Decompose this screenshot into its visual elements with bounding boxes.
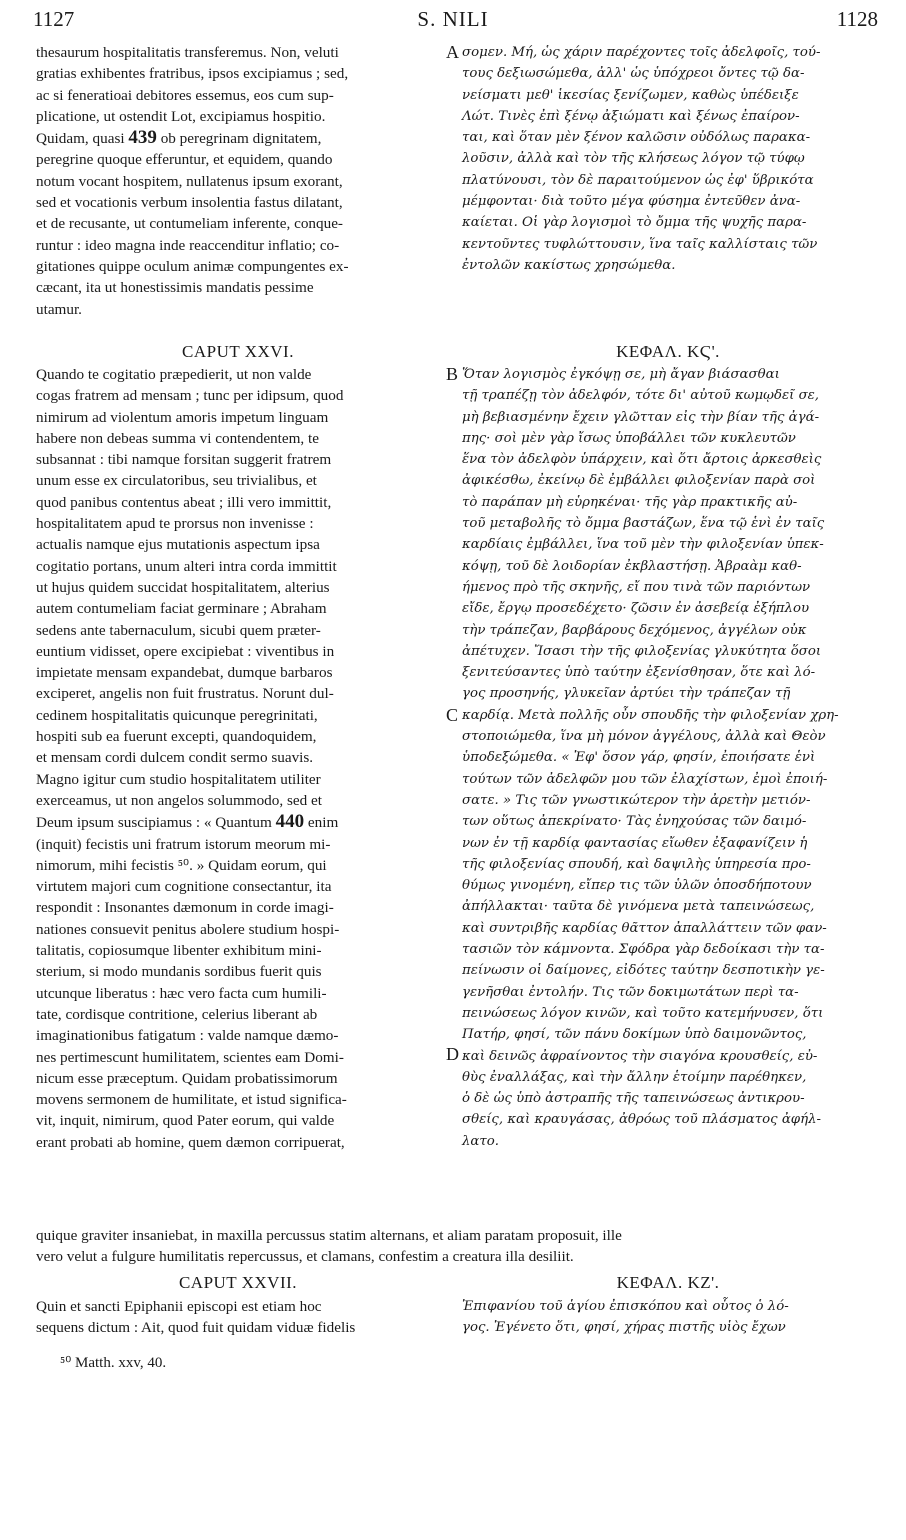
text-line: vit, inquit, nimirum, quod Pater eorum, qui valde bbox=[36, 1112, 335, 1130]
text-line: ac si feneratioai debitores essemus, eos cum sup- bbox=[36, 86, 334, 104]
chapter-heading-greek-27: ΚΕΦΑΛ. ΚΖ'. bbox=[616, 1273, 720, 1292]
text-line: exciperet, angelis non fuit frustratus. Norunt dul- bbox=[36, 685, 334, 703]
page-number-left: 1127 bbox=[33, 7, 75, 31]
text-line: καίεται. Οἱ γὰρ λογισμοὶ τὸ ὄμμα τῆς ψυχῆς παρα- bbox=[462, 215, 807, 231]
text-line: cogitatio portans, unum alteri intra corda immittit bbox=[36, 557, 337, 575]
text-line: hospitalitatem apud te prorsus non invenisse : bbox=[36, 515, 314, 533]
text-line: talitatis, copiosumque libenter exhibitum mini- bbox=[36, 942, 322, 960]
text-line: Deum ipsum suscipiamus : « Quantum 440 enim bbox=[36, 811, 339, 833]
text-line: μὴ βεβιασμένην ἔχειν γλῶτταν εἰς τὴν βίαν τῆς ἀγά- bbox=[462, 409, 820, 425]
column-number: 439 bbox=[128, 127, 157, 149]
text-line: γος. Ἐγένετο ὅτι, φησί, χήρας πιστῆς υἱὸς ἔχων bbox=[462, 1320, 786, 1336]
text-line: notum vocant hospitem, nullatenus ipsum exorant, bbox=[36, 172, 343, 190]
text-line: actualis namque ejus mutationis aspectum ipsa bbox=[36, 536, 320, 554]
text-line: cogas fratrem ad mensam ; tunc per idipsum, quod bbox=[36, 387, 344, 405]
text-line: τασιῶν τὸν κάμνοντα. Σφόδρα γὰρ δεδοίκασι τὴν τα- bbox=[462, 942, 825, 958]
text-line: νων ἐν τῇ καρδίᾳ φαντασίας εἴωθεν ἐξαφανίζειν ἡ bbox=[462, 835, 808, 851]
text-line: ἐντολῶν κακίστως χρησώμεθα. bbox=[462, 257, 676, 273]
text-line: erant probati ab homine, quem dæmon corripuerat, bbox=[36, 1133, 345, 1151]
column-number: 440 bbox=[275, 811, 305, 833]
text-line: sedens ante tabernaculum, sicubi quem præter- bbox=[36, 621, 321, 639]
text-line: sequens dictum : Ait, quod fuit quidam viduæ fidelis bbox=[36, 1319, 356, 1337]
text-line: πλατύνουσι, τὸν δὲ παραιτούμενον ὡς ἐφ' ὕβρικότα bbox=[462, 172, 814, 188]
text-line: habere non debeas summa vi contendentem, te bbox=[36, 429, 319, 447]
text-line: gitationes quippe oculum animæ compungentes ex- bbox=[36, 257, 349, 275]
text-line: θὺς ἐναλλάξας, καὶ τὴν ἄλλην ἑτοίμην παρέθηκεν, bbox=[462, 1069, 807, 1085]
text-line: θύμως γινομένη, εἴπερ τις τῶν ὑλῶν ὁποσδήποτουν bbox=[462, 878, 812, 894]
text-line: virtutem majori cum cognitione consectantur, ita bbox=[36, 878, 332, 896]
text-line: (inquit) fecistis uni fratrum istorum meorum mi- bbox=[36, 835, 331, 853]
text-line: γος προσηνής, γλυκεῖαν ἀρτύει τὴν τράπεζαν τῇ bbox=[462, 686, 791, 702]
text-line: hospiti sub ea fuerunt excepti, quandoquidem, bbox=[36, 728, 317, 746]
text-line: sterium, si modo mundanis sordibus fuerit quis bbox=[36, 963, 322, 981]
chapter-heading-greek-26: ΚΕΦΑΛ. ΚϚ'. bbox=[616, 342, 720, 361]
text-line: nes pertimescunt humilitatem, scientes eam Domi- bbox=[36, 1048, 344, 1066]
text-line: Quin et sancti Epiphanii episcopi est etiam hoc bbox=[36, 1298, 322, 1315]
text-line: autem contumeliam faciat germinare ; Abraham bbox=[36, 600, 327, 618]
text-line: γενῆσθαι ἐντολήν. Τις τῶν δοκιμωτάτων περὶ τα- bbox=[462, 984, 799, 1000]
running-title: S. NILI bbox=[417, 7, 489, 31]
latin-column-chapter-27 bbox=[36, 1296, 440, 1339]
text-line: τους δεξιωσώμεθα, ἀλλ' ὡς ὑπόχρεοι ὄντες τῷ δα- bbox=[462, 66, 805, 82]
text-line: ut hujus quidem succidat hospitalitatem, alterius bbox=[36, 578, 330, 596]
text-line: ἀπέτυχεν. Ἴσασι τὴν τῆς φιλοξενίας γλυκύτητα ὅσοι bbox=[462, 643, 822, 659]
latin-column-top bbox=[36, 42, 440, 320]
text-line: στοποιώμεθα, ἵνα μὴ μόνον ἀγγέλους, ἀλλὰ καὶ Θεὸν bbox=[462, 729, 826, 745]
text-line: cæcant, ita ut honestissimis mandatis pessime bbox=[36, 279, 314, 297]
text-line: runtur : ideo magna inde reaccenditur inflatio; co- bbox=[36, 236, 340, 254]
text-line: thesaurum hospitalitatis transferemus. Non, veluti bbox=[36, 44, 339, 61]
text-line: gratias exhibentes fratribus, ipsos excipiamus ; sed, bbox=[36, 65, 349, 83]
text-line: respondit : Insonantes dæmonum in corde imagi- bbox=[36, 899, 334, 917]
text-line: ἕνα τὸν ἀδελφὸν ὑπάρχειν, καὶ ὅτι ἄρτοις ἀρκεσθεὶς bbox=[462, 452, 822, 468]
text-line: ται, καὶ ὅταν μὲν ξένον καλῶσιν οὐδόλως παρακα- bbox=[462, 130, 811, 146]
text-line: Quidam, quasi 439 ob peregrinam dignitatem, bbox=[36, 127, 322, 149]
margin-marker-a: A bbox=[446, 42, 459, 62]
full-width-continuation bbox=[36, 1225, 886, 1268]
text-line: vero velut a fulgure humilitatis repercussus, et clamans, confestim a creatura illa desiliit. bbox=[36, 1248, 574, 1266]
text-line: σομεν. Μή, ὡς χάριν παρέχοντες τοῖς ἀδελφοῖς, τού- bbox=[462, 45, 821, 60]
text-line: euntium vidisset, opere excipiebat : viventibus in bbox=[36, 642, 335, 660]
text-line: Magno igitur cum studio hospitalitatem utiliter bbox=[36, 770, 321, 788]
page-number-right: 1128 bbox=[836, 7, 878, 31]
text-line: nationes consuevit penitus abolere studium hospi- bbox=[36, 920, 340, 938]
text-line: tate, cordisque contritione, celerius liberant ab bbox=[36, 1005, 318, 1023]
text-line: πεινώσεως λόγον κινῶν, καὶ τοῦτο κατεμήνυσεν, ὅτι bbox=[462, 1005, 824, 1021]
text-line: καὶ δεινῶς ἀφραίνοντος τὴν σιαγόνα κρουσθείς, εὐ- bbox=[462, 1048, 818, 1064]
text-line: sed et vocationis verbum insolentia fastus dilatant, bbox=[36, 194, 343, 212]
text-line: nicum esse præceptum. Quidam probatissimorum bbox=[36, 1069, 338, 1087]
text-line: ἀπήλλακται· ταῦτα δὲ γινόμενα μετὰ ταπεινώσεως, bbox=[462, 899, 815, 915]
text-line: Λώτ. Τινὲς ἐπὶ ξένῳ ἀξιώματι καὶ ξένως ἐπαίρον- bbox=[462, 108, 800, 124]
text-line: καρδίαις ἐμβάλλει, ἵνα τοῦ μὲν τὴν φιλοξενίαν ὑπεκ- bbox=[462, 537, 824, 553]
text-line: Ἐπιφανίου τοῦ ἁγίου ἐπισκόπου καὶ οὗτος ὁ λό- bbox=[462, 1299, 789, 1314]
greek-column-top bbox=[462, 42, 874, 276]
text-line: τούτων τῶν ἀδελφῶν μου τῶν ἐλαχίστων, ἐμοὶ ἐποιή- bbox=[462, 771, 828, 787]
text-line: movens sermonem de humilitate, et istud significa- bbox=[36, 1091, 347, 1109]
text-line: τῇ τραπέζῃ τὸν ἀδελφόν, τότε δι' αὐτοῦ κωμῳδεῖ σε, bbox=[462, 388, 820, 404]
text-line: ξενιτεύσαντες ὑπὸ ταύτην ἐξενίσθησαν, ὅτε καὶ λό- bbox=[462, 665, 816, 681]
text-line: Quando te cogitatio præpedierit, ut non valde bbox=[36, 366, 312, 383]
footnote: ⁵⁰ Matth. xxv, 40. bbox=[60, 1355, 167, 1371]
text-line: utamur. bbox=[36, 300, 82, 318]
text-line: μέμφονται· διὰ τοῦτο μέγα φύσημα ἐντεῦθεν ἀνα- bbox=[462, 194, 801, 210]
text-line: σατε. » Τις τῶν γνωστικώτερον τὴν ἀρετὴν μετιόν- bbox=[462, 792, 811, 808]
text-line: exerceamus, ut non angelos solummodo, sed et bbox=[36, 791, 322, 809]
greek-column-chapter-26 bbox=[462, 364, 874, 1152]
chapter-heading-latin-27: CAPUT XXVII. bbox=[178, 1273, 298, 1292]
text-line: quod panibus contentus abeat ; illi vero immittit, bbox=[36, 493, 332, 511]
text-line: εἴδε, ἔργῳ προσεδέχετο· ζῶσιν ἐν ἀσεβείᾳ ἐξήπλου bbox=[462, 601, 810, 617]
text-line: unum esse ex circulatoribus, seu trivialibus, et bbox=[36, 472, 317, 490]
text-line: ὑποδεξώμεθα. « Ἐφ' ὅσον γάρ, φησίν, ἐποιήσατε ἑνὶ bbox=[462, 750, 816, 766]
margin-marker-c: C bbox=[446, 705, 459, 725]
margin-marker-d: D bbox=[446, 1044, 459, 1064]
text-line: Ὅταν λογισμὸς ἐγκόψῃ σε, μὴ ἄγαν βιάσασθαι bbox=[462, 367, 780, 382]
text-line: plicatione, ut ostendit Lot, excipiamus hospitio. bbox=[36, 107, 326, 125]
text-line: peregrine quoque efferuntur, et equidem, quando bbox=[36, 151, 333, 169]
margin-marker-b: B bbox=[446, 364, 459, 384]
text-line: κεντοῦντες τυφλώττουσιν, ἵνα ταῖς καλλίσταις τῶν bbox=[462, 236, 818, 252]
text-line: nimorum, mihi fecistis ⁵⁰. » Quidam eorum, qui bbox=[36, 856, 327, 874]
text-line: νείσματι μεθ' ἱκεσίας ξενίζωμεν, καθὼς ὑπέδειξε bbox=[462, 87, 799, 103]
text-line: nimirum ad violentum amoris impetum linguam bbox=[36, 408, 329, 426]
text-line: impietate mensam expandebat, dumque barbaros bbox=[36, 664, 333, 682]
text-line: πείνωσιν οἱ δαίμονες, εἰδότες ταύτην δεσποτικὴν γε- bbox=[462, 963, 825, 979]
text-line: ἀφικέσθω, ἐκείνῳ δὲ ἐμβάλλει φιλοξενίαν παρὰ σοὶ bbox=[462, 473, 816, 489]
text-line: et de recusante, ut contumeliam inferente, conque- bbox=[36, 215, 343, 233]
text-line: subsannat : tibi namque forsitan suggerit fratrem bbox=[36, 451, 332, 469]
text-line: λοῦσιν, ἀλλὰ καὶ τὸν τῆς κλήσεως λόγον τῷ τύφῳ bbox=[462, 151, 805, 167]
text-line: et mensam cordi dulcem condit sermo suavis. bbox=[36, 749, 314, 767]
text-line: σθείς, καὶ κραυγάσας, ἀθρόως τοῦ πλάσματος ἀφήλ- bbox=[462, 1112, 822, 1128]
text-line: ήμενος πρὸ τῆς σκηνῆς, εἴ που τινὰ τῶν παριόντων bbox=[462, 579, 811, 595]
text-line: ὁ δὲ ὡς ὑπὸ ἀστραπῆς τῆς ταπεινώσεως ἀντικρου- bbox=[462, 1091, 805, 1107]
text-line: κόψῃ, τοῦ δὲ λοιδορίαν ἐκβλαστήσῃ. Ἀβραὰμ καθ- bbox=[462, 558, 802, 574]
text-line: Πατήρ, φησί, τῶν πάνυ δοκίμων ὑπὸ δαιμονῶντος, bbox=[462, 1027, 807, 1043]
text-line: cedinem hospitalitatis quicunque peregrinitati, bbox=[36, 706, 318, 724]
text-line: λατο. bbox=[462, 1133, 499, 1149]
text-line: imaginationibus fatigatum : valde namque dæmo- bbox=[36, 1027, 339, 1045]
text-line: τοῦ μεταβολῆς τὸ ὄμμα βαστάζων, ἕνα τῷ ἑνὶ ἐν ταῖς bbox=[462, 516, 825, 532]
latin-column-chapter-26 bbox=[36, 364, 440, 1153]
text-line: των οὕτως ἀπεκρίνατο· Τὰς ἐνηχούσας τῶν δαιμό- bbox=[462, 814, 807, 830]
text-line: πης· σοὶ μὲν γὰρ ἴσως ὑποβάλλει τῶν κυκλευτῶν bbox=[462, 430, 796, 446]
text-line: τὸ παράπαν μὴ εὑρηκέναι· τῆς γὰρ πρακτικῆς αὐ- bbox=[462, 494, 798, 510]
greek-column-chapter-27 bbox=[462, 1296, 874, 1339]
text-line: καρδίᾳ. Μετὰ πολλῆς οὖν σπουδῆς τὴν φιλοξενίαν χρη- bbox=[462, 707, 839, 723]
text-line: utcunque liberatus : hæc vero facta cum humili- bbox=[36, 984, 327, 1002]
text-line: τῆς φιλοξενίας σπουδή, καὶ δαψιλὴς ὑπηρεσία προ- bbox=[462, 856, 811, 872]
text-line: τὴν τράπεζαν, βαρβάρους δεχόμενος, ἀγγέλων οὐκ bbox=[462, 622, 807, 638]
text-line: quique graviter insaniebat, in maxilla percussus statim alternans, et aliam paratam proposuit, ille bbox=[36, 1227, 622, 1244]
chapter-heading-latin-26: CAPUT XXVI. bbox=[182, 342, 294, 361]
text-line: καὶ συντριβῆς καρδίας θᾶττον ἀπαλλάττειν τῶν φαν- bbox=[462, 920, 827, 936]
